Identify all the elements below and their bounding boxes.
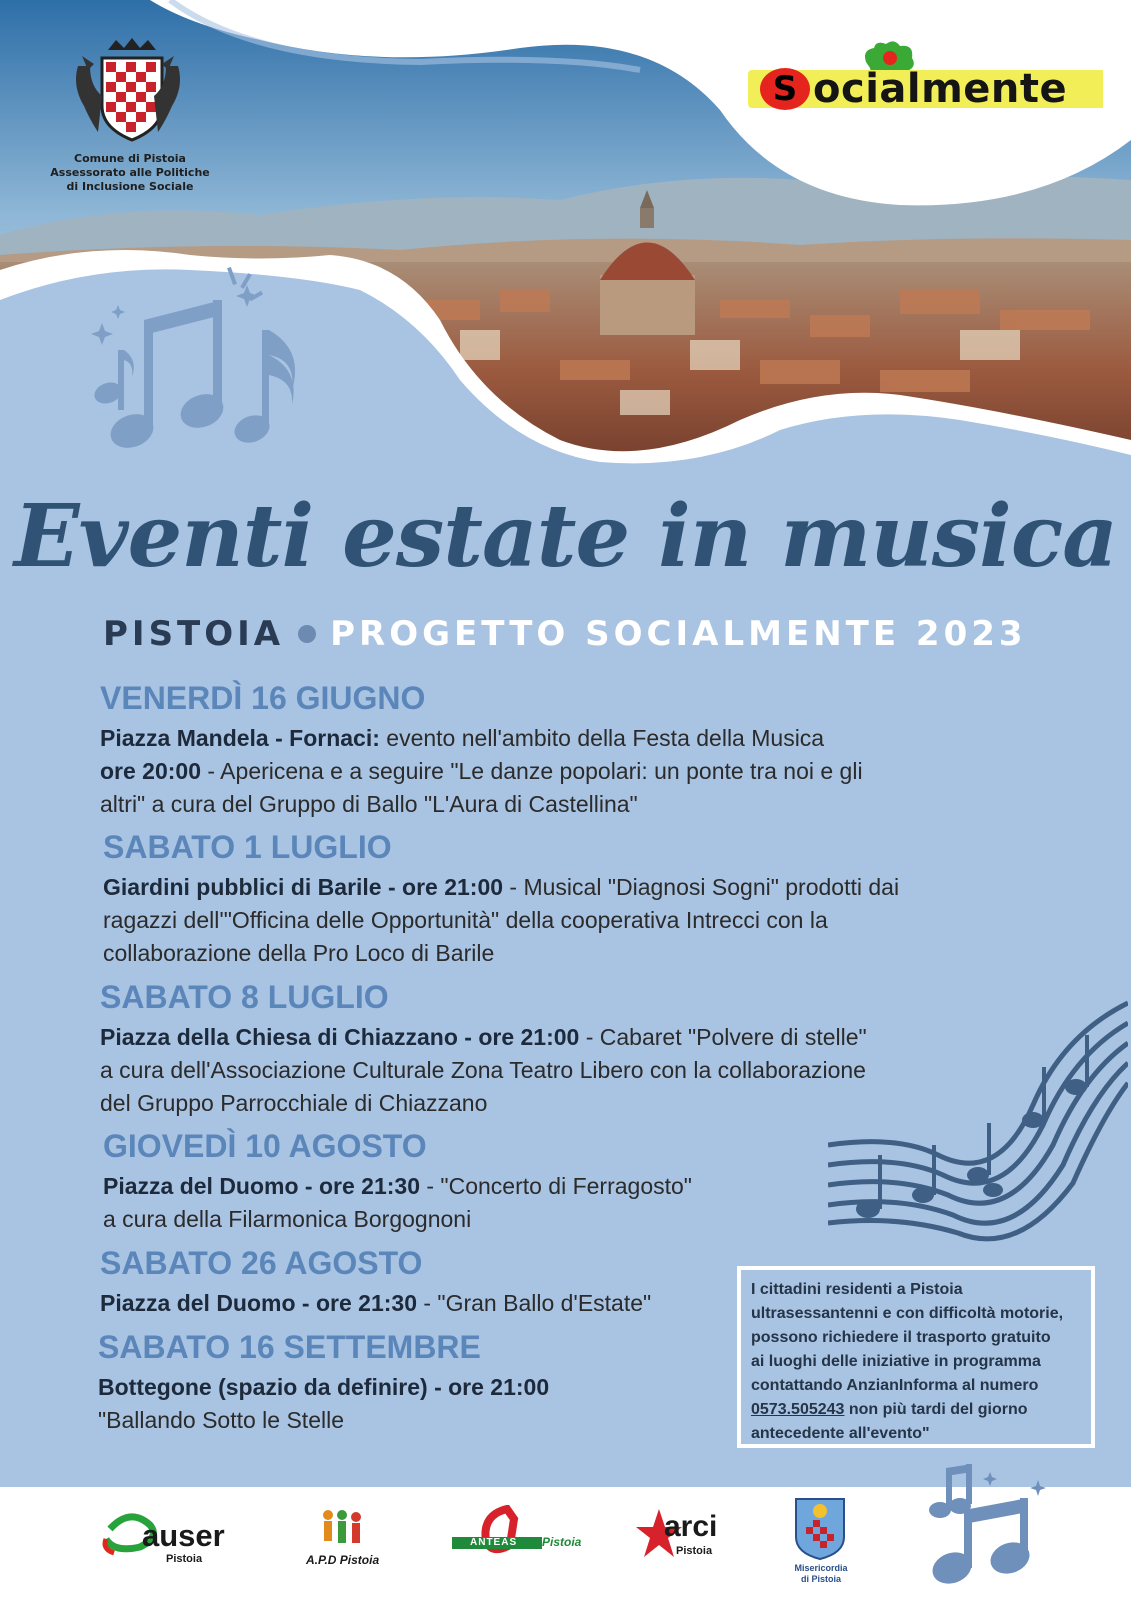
socialmente-wordmark: ocialmente — [813, 66, 1068, 112]
event-item — [103, 829, 1003, 970]
event-date: SABATO 8 LUGLIO — [100, 979, 389, 1015]
event-location: Piazza del Duomo - ore 21:30 — [100, 1290, 417, 1316]
apd-name: A.P.D Pistoia — [306, 1553, 380, 1567]
anteas-logo — [452, 1505, 602, 1575]
event-location: Bottegone (spazio da definire) - ore 21:00 — [98, 1374, 550, 1400]
crest-caption — [40, 152, 220, 194]
socialmente-logo — [748, 38, 1108, 118]
notice-line: ultrasessantenni e con difficoltà motorie, — [751, 1305, 1064, 1322]
event-text: ragazzi dell'"Officina delle Opportunità" della cooperativa Intrecci con la — [103, 907, 828, 933]
event-date: SABATO 16 SETTEMBRE — [98, 1329, 481, 1365]
notice-line: ai luoghi delle iniziative in programma — [751, 1353, 1041, 1370]
anteas-name: ANTEAS — [470, 1537, 518, 1548]
event-text: - Apericena e a seguire "Le danze popolari: un ponte tra noi e gli — [201, 758, 863, 784]
event-date: SABATO 26 AGOSTO — [100, 1245, 423, 1281]
auser-sub: Pistoia — [166, 1553, 203, 1565]
event-location: Giardini pubblici di Barile - ore 21:00 — [103, 874, 504, 900]
apd-people-icon — [316, 1509, 366, 1549]
music-staff-icon — [828, 995, 1128, 1245]
socialmente-s-badge: S — [760, 68, 810, 110]
subtitle-city: PISTOIA — [103, 614, 285, 654]
event-item — [100, 680, 1000, 821]
arci-sub: Pistoia — [676, 1545, 713, 1557]
event-text: altri" a cura del Gruppo di Ballo "L'Aura di Castellina" — [100, 791, 638, 817]
event-text: a cura dell'Associazione Culturale Zona Teatro Libero con la collaborazione — [100, 1057, 866, 1083]
music-notes-icon — [920, 1460, 1070, 1590]
event-description — [100, 722, 1000, 821]
misericordia-sub: di Pistoia — [800, 1574, 841, 1584]
phone-number-link[interactable]: 0573.505243 — [751, 1401, 845, 1418]
subtitle-dot — [298, 625, 316, 643]
event-location: Piazza della Chiesa di Chiazzano - ore 21:00 — [100, 1024, 580, 1050]
music-notes-icon — [72, 265, 312, 455]
notice-line: possono richiedere il trasporto gratuito — [751, 1329, 1051, 1346]
auser-logo — [100, 1509, 230, 1579]
page-title: Eventi estate in musica — [14, 486, 1117, 587]
misericordia-shield-icon — [794, 1497, 846, 1561]
apd-logo — [306, 1509, 406, 1579]
notice-line: contattando AnzianInforma al numero — [751, 1377, 1039, 1394]
notice-line: I cittadini residenti a Pistoia — [751, 1281, 963, 1298]
event-text: del Gruppo Parrocchiale di Chiazzano — [100, 1090, 488, 1116]
event-text: a cura della Filarmonica Borgognoni — [103, 1206, 472, 1232]
auser-name: auser — [142, 1518, 225, 1553]
event-date: VENERDÌ 16 GIUGNO — [100, 680, 426, 716]
pistoia-coat-of-arms-icon — [68, 36, 188, 146]
event-text: - "Concerto di Ferragosto" — [419, 1173, 692, 1199]
arci-logo — [636, 1507, 726, 1577]
event-time: ore 20:00 — [100, 758, 202, 784]
subtitle — [103, 612, 1027, 656]
event-date: SABATO 1 LUGLIO — [103, 829, 392, 865]
notice-line: non più tardi del giorno — [844, 1401, 1028, 1418]
event-text: collaborazione della Pro Loco di Barile — [103, 940, 495, 966]
crest-caption-line: Comune di Pistoia — [74, 152, 186, 165]
notice-line: antecedente all'evento" — [751, 1425, 930, 1442]
event-text: "Ballando Sotto le Stelle — [98, 1407, 344, 1433]
event-text: - "Gran Ballo d'Estate" — [416, 1290, 652, 1316]
arci-name: arci — [664, 1510, 718, 1543]
subtitle-project: PROGETTO SOCIALMENTE 2023 — [330, 614, 1027, 654]
event-text: - Cabaret "Polvere di stelle" — [579, 1024, 867, 1050]
event-text: evento nell'ambito della Festa della Musica — [379, 725, 825, 751]
event-text: - Musical "Diagnosi Sogni" prodotti dai — [503, 874, 900, 900]
misericordia-name: Misericordia — [794, 1563, 848, 1573]
misericordia-logo — [786, 1497, 866, 1597]
event-description — [103, 871, 1003, 970]
crest-caption-line: di Inclusione Sociale — [66, 180, 194, 193]
event-location: Piazza Mandela - Fornaci: — [100, 725, 380, 751]
event-location: Piazza del Duomo - ore 21:30 — [103, 1173, 420, 1199]
crest-caption-line: Assessorato alle Politiche — [50, 166, 210, 179]
event-date: GIOVEDÌ 10 AGOSTO — [103, 1128, 427, 1164]
anteas-a-icon — [452, 1505, 542, 1565]
transport-notice — [737, 1266, 1095, 1448]
anteas-sub: Pistoia — [542, 1535, 582, 1549]
